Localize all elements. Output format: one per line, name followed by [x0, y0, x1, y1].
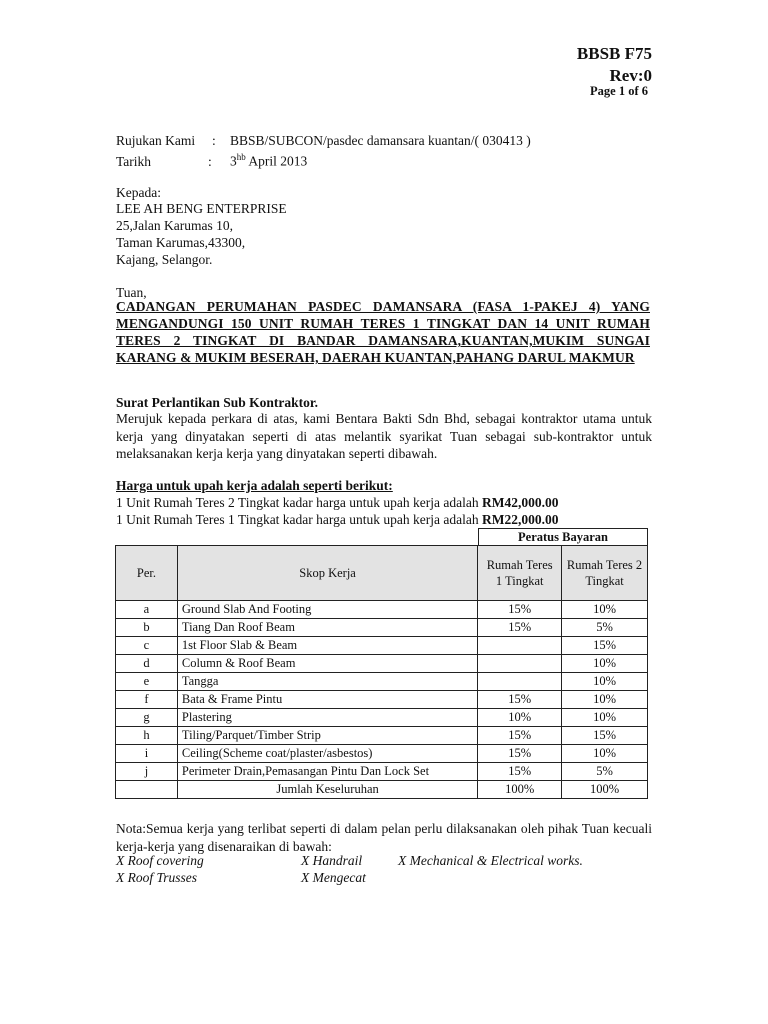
row-scope-cell: Ground Slab And Footing [177, 601, 477, 619]
row-teres-2-cell: 15% [562, 637, 648, 655]
row-teres-2-cell: 10% [562, 691, 648, 709]
pricing-line-1-text: 1 Unit Rumah Teres 2 Tingkat kadar harga untuk upah kerja adalah [116, 495, 482, 510]
exclusion-mechanical-electrical: X Mechanical & Electrical works. [398, 853, 583, 868]
row-per-cell: b [116, 619, 178, 637]
page-number: Page 1 of 6 [590, 84, 648, 98]
row-teres-1-cell [478, 637, 562, 655]
work-scope-table [115, 545, 648, 799]
table-row [116, 637, 648, 655]
appointment-body: Merujuk kepada perkara di atas, kami Bentara Bakti Sdn Bhd, sebagai kontraktor utama untuk kerja yang dinyatakan seperti di atas melantik syarikat Tuan sebagai sub-kontraktor untuk melaksanakan kerja kerja yang dinyatakan seperti dibawah. [116, 411, 652, 461]
total-teres-2: 100% [562, 781, 648, 799]
total-blank-cell [116, 781, 178, 799]
row-per-cell: a [116, 601, 178, 619]
row-teres-1-cell: 15% [478, 619, 562, 637]
table-row [116, 691, 648, 709]
row-teres-2-cell: 5% [562, 619, 648, 637]
row-teres-1-cell: 15% [478, 691, 562, 709]
row-per-cell: c [116, 637, 178, 655]
recipient-name: LEE AH BENG ENTERPRISE [116, 201, 287, 216]
row-teres-1-cell: 10% [478, 709, 562, 727]
date-colon: : [208, 153, 212, 169]
row-teres-1-cell: 15% [478, 763, 562, 781]
row-per-cell: f [116, 691, 178, 709]
row-per-cell: d [116, 655, 178, 673]
reference-colon: : [212, 133, 216, 148]
exclusion-mengecat: X Mengecat [301, 870, 366, 885]
row-scope-cell: Plastering [177, 709, 477, 727]
row-scope-cell: Bata & Frame Pintu [177, 691, 477, 709]
appointment-title: Surat Perlantikan Sub Kontraktor. [116, 395, 319, 410]
table-row [116, 619, 648, 637]
row-teres-1-cell: 15% [478, 745, 562, 763]
pricing-line-2-amount: RM22,000.00 [481, 512, 559, 527]
row-teres-2-cell: 10% [562, 655, 648, 673]
subject-heading: CADANGAN PERUMAHAN PASDEC DAMANSARA (FASA 1-PAKEJ 4) YANG MENGANDUNGI 150 UNIT RUMAH TERES 1 TINGKAT DAN 14 UNIT RUMAH TERES 2 TINGKAT DI BANDAR DAMANSARA,KUANTAN,MUKIM SUNGAI KARANG & MUKIM BESERAH, DAERAH KUANTAN,PAHANG DARUL MAKMUR [116, 299, 650, 365]
row-per-cell: h [116, 727, 178, 745]
pricing-title: Harga untuk upah kerja adalah seperti berikut: [116, 478, 393, 493]
row-scope-cell: 1st Floor Slab & Beam [177, 637, 477, 655]
row-per-cell: g [116, 709, 178, 727]
row-teres-2-cell: 10% [562, 673, 648, 691]
row-scope-cell: Column & Roof Beam [177, 655, 477, 673]
exclusion-roof-trusses: X Roof Trusses [116, 870, 198, 885]
table-row [116, 745, 648, 763]
row-per-cell: j [116, 763, 178, 781]
row-teres-2-cell: 5% [562, 763, 648, 781]
reference-line [116, 132, 531, 149]
table-row [116, 655, 648, 673]
table-header-row [116, 546, 648, 601]
recipient-address-3: Kajang, Selangor. [116, 252, 213, 267]
col-header-teres-1: Rumah Teres 1 Tingkat [478, 546, 562, 601]
row-teres-2-cell: 15% [562, 727, 648, 745]
reference-label: Rujukan Kami [116, 133, 196, 148]
date-line [116, 149, 307, 170]
col-header-teres-2: Rumah Teres 2 Tingkat [562, 546, 648, 601]
row-per-cell: i [116, 745, 178, 763]
row-teres-1-cell [478, 673, 562, 691]
col-header-per: Per. [116, 546, 178, 601]
row-scope-cell: Perimeter Drain,Pemasangan Pintu Dan Lock Set [177, 763, 477, 781]
date-label: Tarikh [116, 153, 152, 169]
table-row [116, 673, 648, 691]
pricing-line-2 [116, 511, 558, 528]
row-scope-cell: Tangga [177, 673, 477, 691]
reference-value: BBSB/SUBCON/pasdec damansara kuantan/( 030413 ) [230, 133, 531, 148]
pricing-line-1-amount: RM42,000.00 [481, 495, 559, 510]
greeting: Tuan, [116, 285, 147, 300]
date-suffix: hb [236, 152, 246, 162]
recipient-address-1: 25,Jalan Karumas 10, [116, 218, 233, 233]
payment-percentage-header: Peratus Bayaran [478, 528, 648, 546]
row-scope-cell: Tiang Dan Roof Beam [177, 619, 477, 637]
total-teres-1: 100% [478, 781, 562, 799]
form-code: BBSB F75 [576, 44, 652, 63]
row-teres-1-cell: 15% [478, 601, 562, 619]
total-label: Jumlah Keseluruhan [177, 781, 477, 799]
recipient-address-2: Taman Karumas,43300, [116, 235, 246, 250]
date-day: 3 [230, 153, 237, 169]
row-teres-2-cell: 10% [562, 601, 648, 619]
row-scope-cell: Tiling/Parquet/Timber Strip [177, 727, 477, 745]
row-scope-cell: Ceiling(Scheme coat/plaster/asbestos) [177, 745, 477, 763]
row-teres-1-cell [478, 655, 562, 673]
col-header-scope: Skop Kerja [177, 546, 477, 601]
note-text: Nota:Semua kerja yang terlibat seperti di dalam pelan perlu dilaksanakan oleh pihak Tuan kecuali kerja-kerja yang disenaraikan di bawah: [116, 821, 652, 854]
table-row [116, 709, 648, 727]
date-rest: April 2013 [245, 153, 308, 169]
pricing-line-1 [116, 494, 558, 511]
revision: Rev:0 [609, 66, 652, 85]
row-per-cell: e [116, 673, 178, 691]
total-row [116, 781, 648, 799]
row-teres-2-cell: 10% [562, 745, 648, 763]
recipient-to: Kepada: [116, 185, 161, 200]
row-teres-2-cell: 10% [562, 709, 648, 727]
exclusion-handrail: X Handrail [301, 853, 363, 868]
pricing-line-2-text: 1 Unit Rumah Teres 1 Tingkat kadar harga untuk upah kerja adalah [116, 512, 482, 527]
table-row [116, 727, 648, 745]
row-teres-1-cell: 15% [478, 727, 562, 745]
table-row [116, 601, 648, 619]
table-row [116, 763, 648, 781]
exclusion-roof-covering: X Roof covering [116, 853, 204, 868]
